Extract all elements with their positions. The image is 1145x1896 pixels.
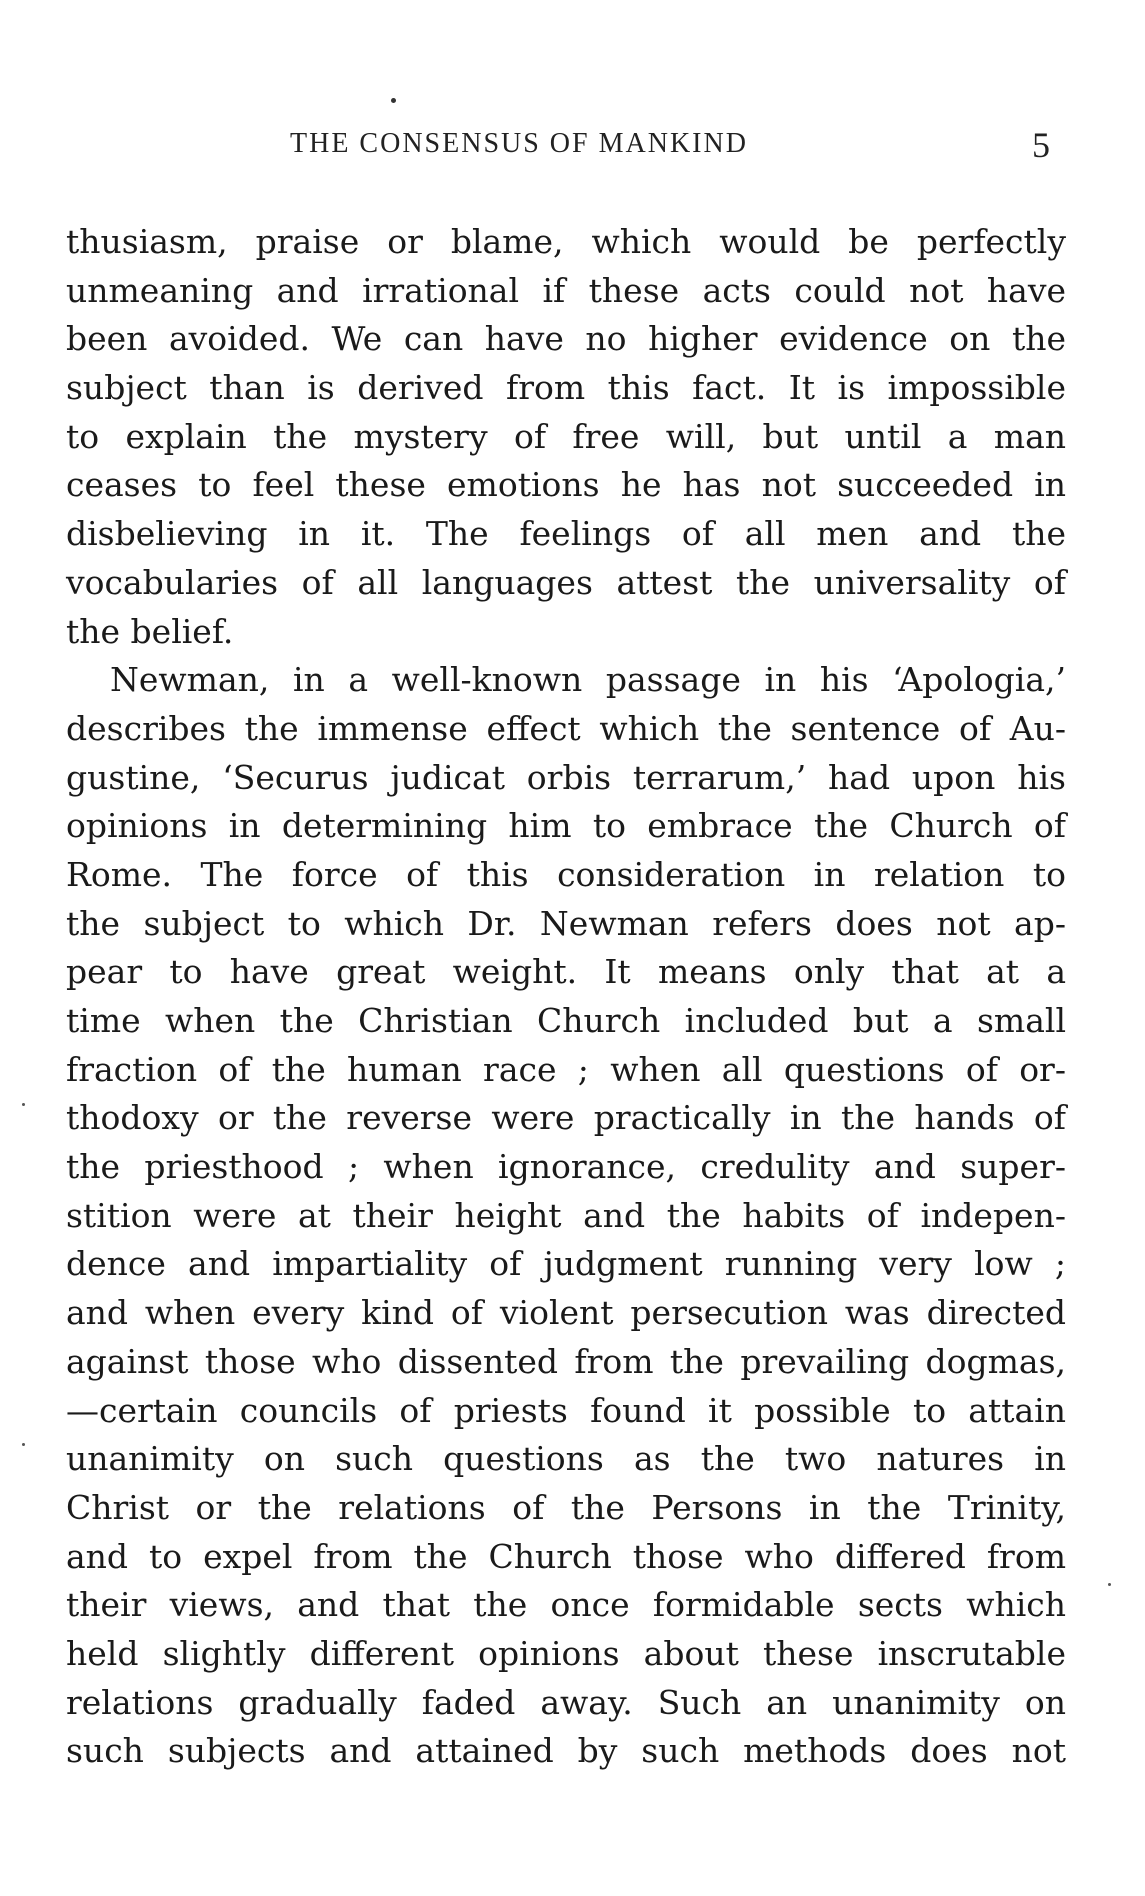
page-number: 5 [1032, 125, 1050, 165]
paragraph-first-line: Newman, in a well-known passage in his ‘Apologia,’ [110, 660, 1066, 700]
text-line: Rome. The force of this consideration in relation to [66, 854, 1066, 894]
print-speck [391, 98, 396, 103]
text-line: the priesthood ; when ignorance, credulity and super- [66, 1147, 1066, 1187]
text-line: the belief. [66, 611, 234, 651]
text-line: unanimity on such questions as the two natures in [66, 1439, 1066, 1479]
text-line: relations gradually faded away. Such an unanimity on [66, 1682, 1066, 1722]
text-line: fraction of the human race ; when all questions of or- [66, 1049, 1066, 1089]
text-line: dence and impartiality of judgment running very low ; [66, 1244, 1066, 1284]
text-line: pear to have great weight. It means only that at a [66, 952, 1066, 992]
text-line: unmeaning and irrational if these acts could not have [66, 270, 1066, 310]
text-line: stition were at their height and the habits of indepen- [66, 1195, 1066, 1235]
text-line: been avoided. We can have no higher evidence on the [66, 319, 1066, 359]
text-line: held slightly different opinions about these inscrutable [66, 1633, 1066, 1673]
text-line: vocabularies of all languages attest the universality of [66, 562, 1066, 602]
body-text [66, 218, 1066, 1776]
text-line: subject than is derived from this fact. It is impossible [66, 368, 1066, 408]
text-line: such subjects and attained by such methods does not [66, 1731, 1066, 1771]
text-line: time when the Christian Church included but a small [66, 1001, 1066, 1040]
text-line: opinions in determining him to embrace the Church of [66, 806, 1066, 846]
text-line: gustine, ‘Securus judicat orbis terrarum,’ had upon his [66, 757, 1066, 797]
text-line: thusiasm, praise or blame, which would be perfectly [66, 222, 1066, 261]
text-line: the subject to which Dr. Newman refers does not ap- [66, 903, 1066, 943]
text-line: Christ or the relations of the Persons in the Trinity, [66, 1487, 1066, 1527]
text-line: against those who dissented from the prevailing dogmas, [66, 1341, 1066, 1381]
text-line: thodoxy or the reverse were practically in the hands of [66, 1098, 1066, 1138]
text-line: and when every kind of violent persecution was directed [66, 1293, 1066, 1333]
print-speck [22, 1443, 25, 1446]
print-speck [1108, 1583, 1111, 1586]
print-speck [22, 1103, 25, 1106]
running-title: THE CONSENSUS OF MANKIND [290, 128, 748, 159]
text-line: —certain councils of priests found it possible to attain [66, 1390, 1066, 1430]
text-line: ceases to feel these emotions he has not succeeded in [66, 465, 1066, 505]
text-line: and to expel from the Church those who differed from [66, 1536, 1066, 1576]
running-head [70, 125, 1070, 168]
text-line: describes the immense effect which the sentence of Au- [66, 708, 1066, 748]
text-line: their views, and that the once formidable sects which [66, 1585, 1066, 1625]
text-line: to explain the mystery of free will, but until a man [66, 416, 1066, 456]
text-line: disbelieving in it. The feelings of all men and the [66, 514, 1066, 554]
